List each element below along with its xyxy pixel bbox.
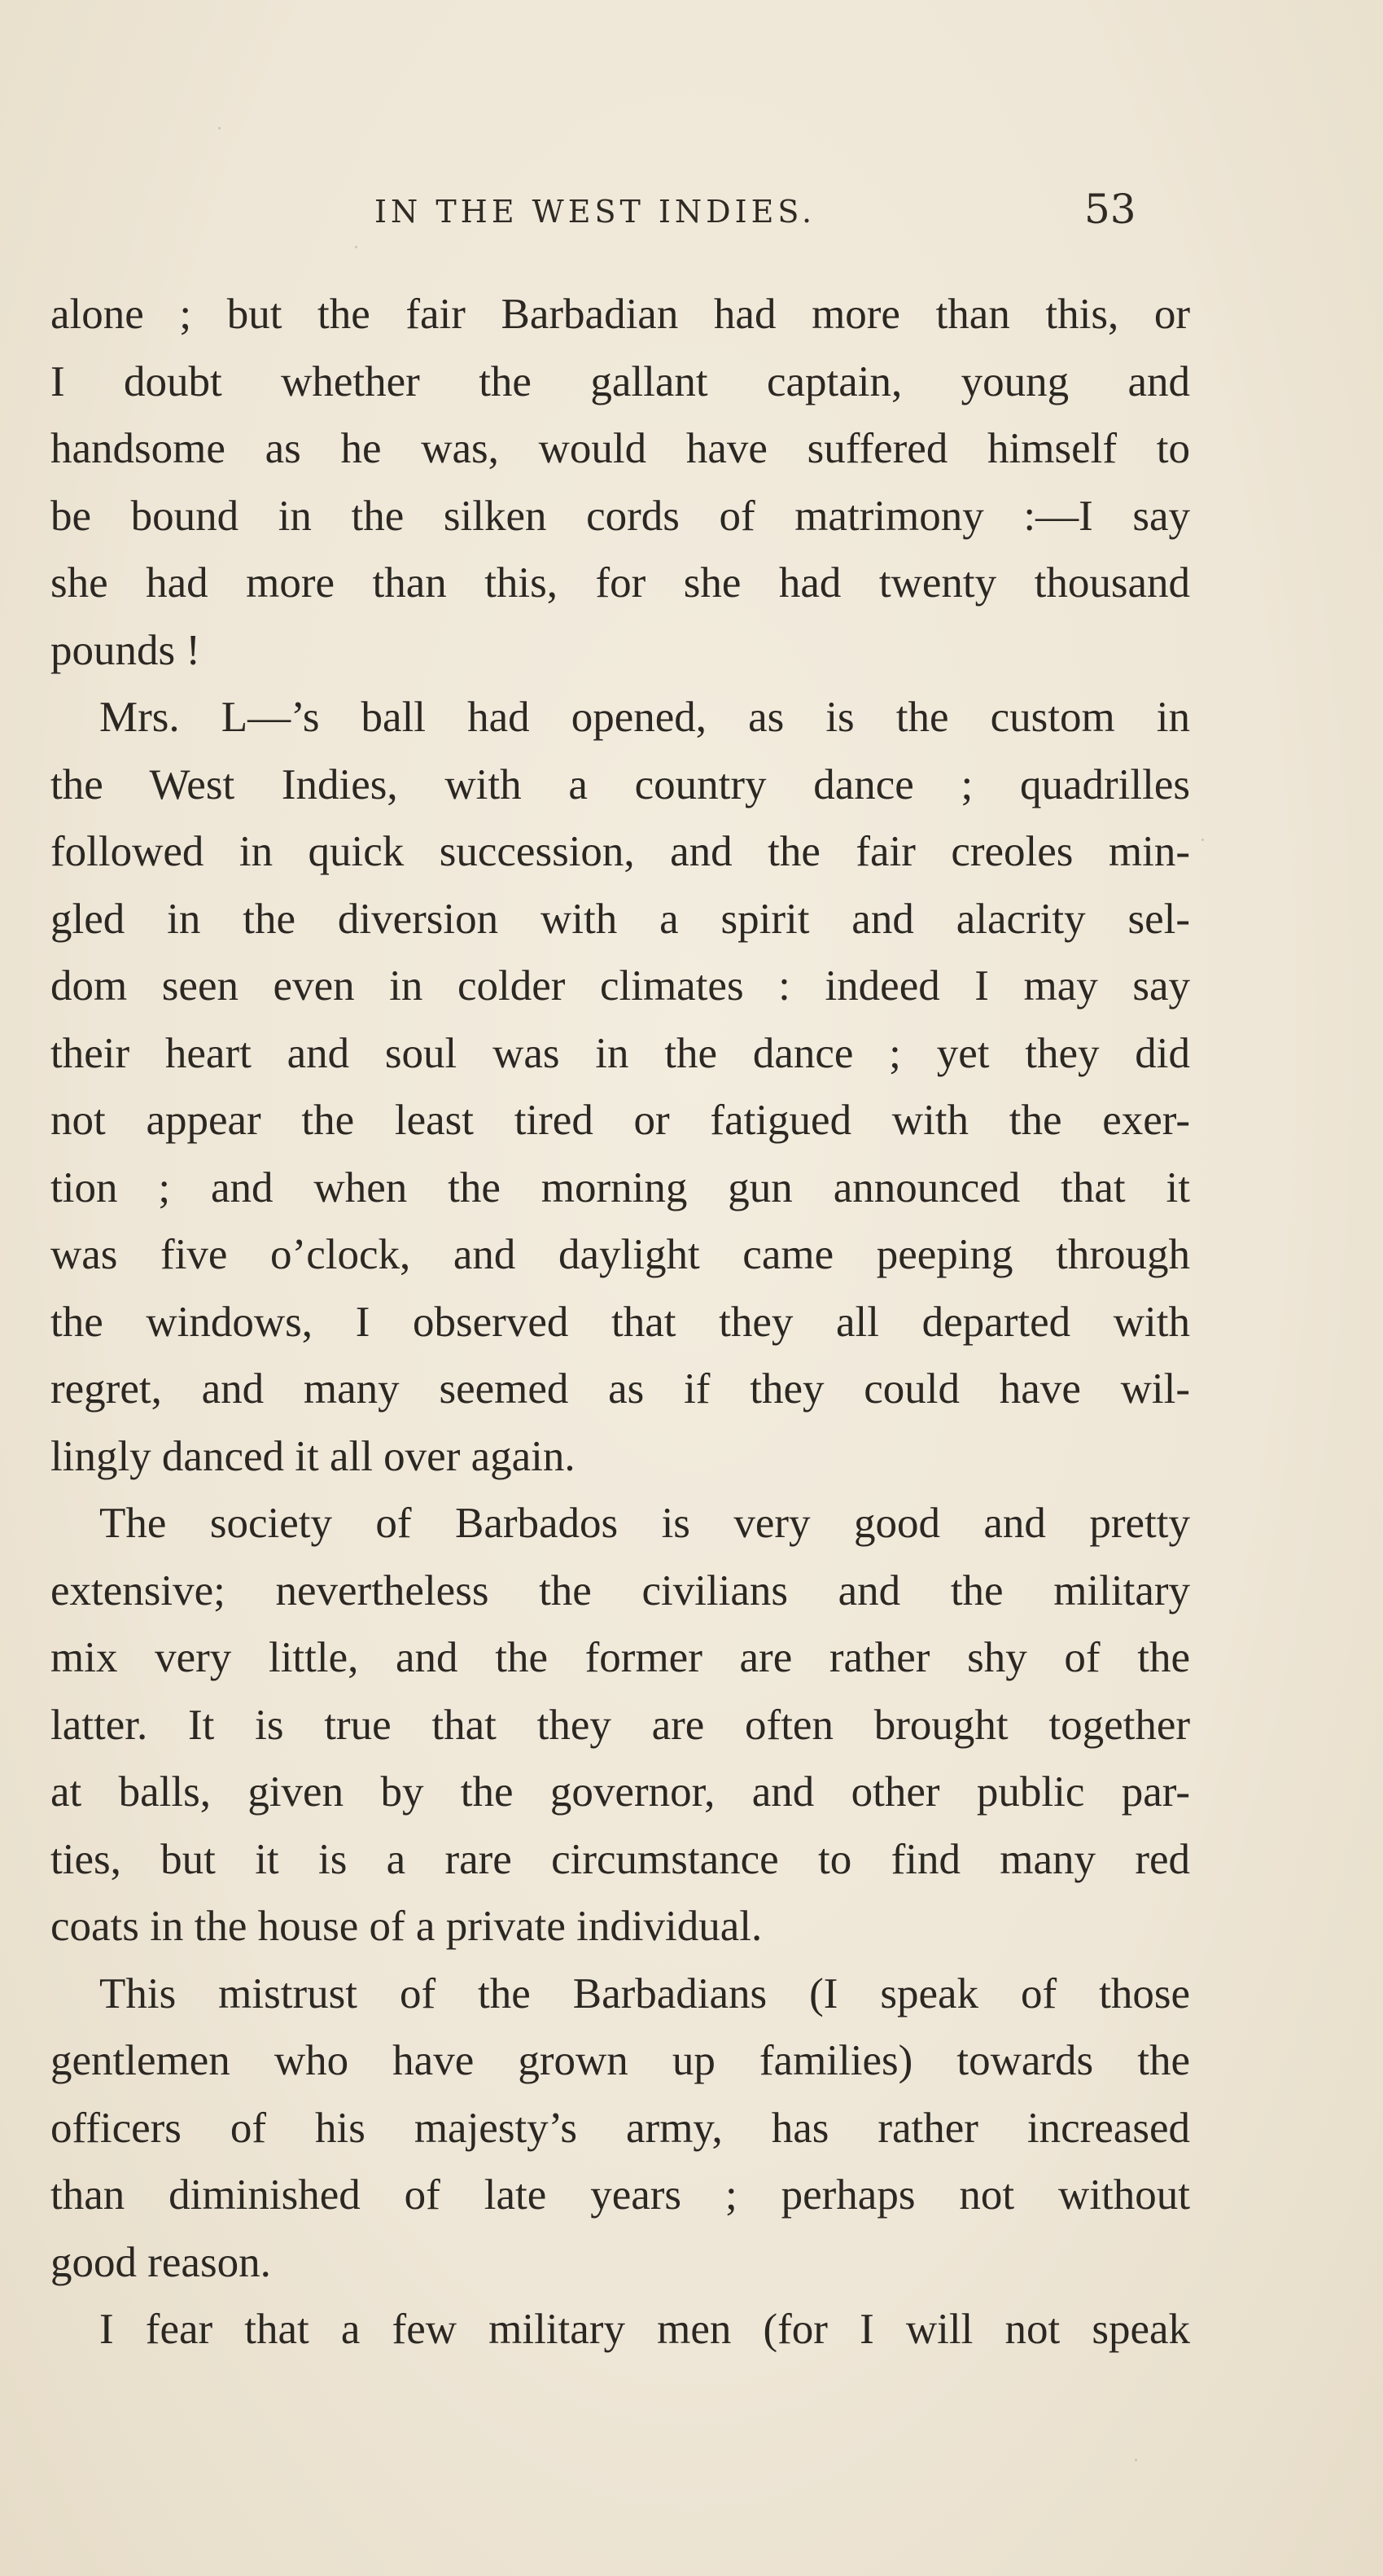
- text-line: gled in the diversion with a spirit and alacrity sel-: [50, 895, 1190, 943]
- text-line: the windows, I observed that they all departed with: [50, 1298, 1190, 1346]
- text-line: be bound in the silken cords of matrimony :—I say: [50, 492, 1190, 540]
- text-line: mix very little, and the former are rather shy of the: [50, 1634, 1190, 1681]
- text-line: pounds !: [50, 626, 201, 674]
- text-line: than diminished of late years ; perhaps not without: [50, 2171, 1190, 2219]
- text-line: latter. It is true that they are often brought together: [50, 1701, 1190, 1749]
- paper-speck: [1135, 2459, 1137, 2461]
- text-line: regret, and many seemed as if they could have wil-: [50, 1365, 1190, 1413]
- text-line: the West Indies, with a country dance ; quadrilles: [50, 760, 1190, 808]
- text-line: dom seen even in colder climates : indeed I may say: [50, 962, 1190, 1010]
- paper-speck: [1201, 839, 1204, 841]
- page-header: [0, 186, 1383, 243]
- paragraph-start-line: The society of Barbados is very good and pretty: [99, 1500, 1190, 1547]
- text-line: was five o’clock, and daylight came peeping through: [50, 1231, 1190, 1278]
- text-line: followed in quick succession, and the fair creoles min-: [50, 828, 1190, 875]
- text-line: extensive; nevertheless the civilians and the military: [50, 1566, 1190, 1614]
- running-title: IN THE WEST INDIES.: [374, 194, 816, 230]
- text-line: handsome as he was, would have suffered himself to: [50, 425, 1190, 472]
- text-line: lingly danced it all over again.: [50, 1432, 576, 1480]
- paper-speck: [355, 246, 357, 248]
- text-line: coats in the house of a private individual.: [50, 1903, 763, 1950]
- paragraph-start-line: This mistrust of the Barbadians (I speak of those: [99, 1969, 1190, 2017]
- paragraph-start-line: Mrs. L—’s ball had opened, as is the custom in: [99, 694, 1190, 741]
- body-text: [50, 281, 1190, 2364]
- text-line: alone ; but the fair Barbadian had more than this, or: [50, 291, 1190, 338]
- paragraph-start-line: I fear that a few military men (for I will not speak: [99, 2306, 1190, 2353]
- text-line: good reason.: [50, 2238, 271, 2286]
- text-line: gentlemen who have grown up families) towards the: [50, 2037, 1190, 2084]
- text-line: officers of his majesty’s army, has rather increased: [50, 2104, 1190, 2152]
- text-line: not appear the least tired or fatigued with the exer-: [50, 1097, 1190, 1144]
- text-line: at balls, given by the governor, and other public par-: [50, 1768, 1190, 1816]
- paper-speck: [218, 127, 221, 129]
- text-line: tion ; and when the morning gun announced that it: [50, 1163, 1190, 1211]
- text-line: I doubt whether the gallant captain, young and: [50, 357, 1190, 405]
- page-number: 53: [1084, 186, 1136, 233]
- text-line: their heart and soul was in the dance ; yet they did: [50, 1029, 1190, 1077]
- text-line: she had more than this, for she had twenty thousand: [50, 559, 1190, 607]
- text-line: ties, but it is a rare circumstance to find many red: [50, 1835, 1190, 1883]
